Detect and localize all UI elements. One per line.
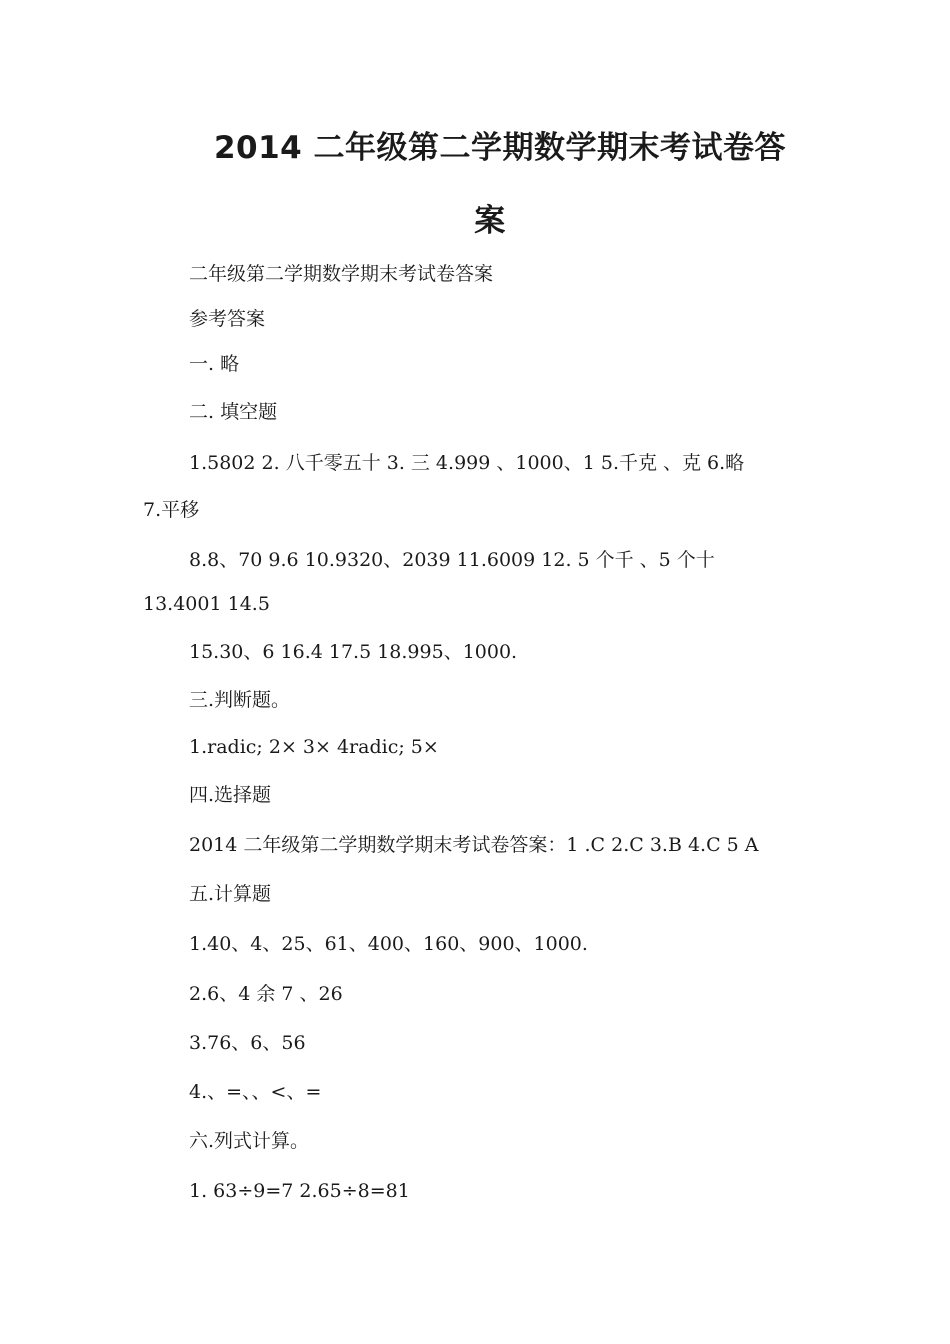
section-5-heading: 五.计算题 xyxy=(189,883,272,905)
fill-blank-answers-line-3: 15.30、6 16.4 17.5 18.995、1000. xyxy=(189,641,518,663)
calculation-answers-3: 3.76、6、56 xyxy=(189,1032,306,1054)
fill-blank-answers-line-1-cont: 7.平移 xyxy=(143,499,200,521)
fill-blank-answers-line-1: 1.5802 2. 八千零五十 3. 三 4.999 、1000、1 5.千克 、克 6.略 xyxy=(189,452,745,474)
calculation-answers-4: 4.、=、、<、= xyxy=(189,1081,322,1103)
section-1-heading: 一. 略 xyxy=(189,353,240,375)
subtitle-paragraph: 二年级第二学期数学期末考试卷答案 xyxy=(189,263,494,285)
choice-answers: 2014 二年级第二学期数学期末考试卷答案：1 .C 2.C 3.B 4.C 5 A xyxy=(189,834,759,856)
equation-answers: 1. 63÷9=7 2.65÷8=81 xyxy=(189,1180,410,1202)
judgement-answers: 1.radic; 2× 3× 4radic; 5× xyxy=(189,736,439,758)
section-2-heading: 二. 填空题 xyxy=(189,401,278,423)
calculation-answers-1: 1.40、4、25、61、400、160、900、1000. xyxy=(189,933,588,955)
fill-blank-answers-line-2-cont: 13.4001 14.5 xyxy=(143,593,270,615)
document-title-line-2: 案 xyxy=(474,203,506,239)
document-title-line-1: 2014 二年级第二学期数学期末考试卷答 xyxy=(213,130,787,166)
section-3-heading: 三.判断题。 xyxy=(189,689,291,711)
section-4-heading: 四.选择题 xyxy=(189,784,272,806)
section-6-heading: 六.列式计算。 xyxy=(189,1130,310,1152)
fill-blank-answers-line-2: 8.8、70 9.6 10.9320、2039 11.6009 12. 5 个千 、5 个十 xyxy=(189,549,715,571)
reference-answer-heading: 参考答案 xyxy=(189,308,266,330)
calculation-answers-2: 2.6、4 余 7 、26 xyxy=(189,983,343,1005)
